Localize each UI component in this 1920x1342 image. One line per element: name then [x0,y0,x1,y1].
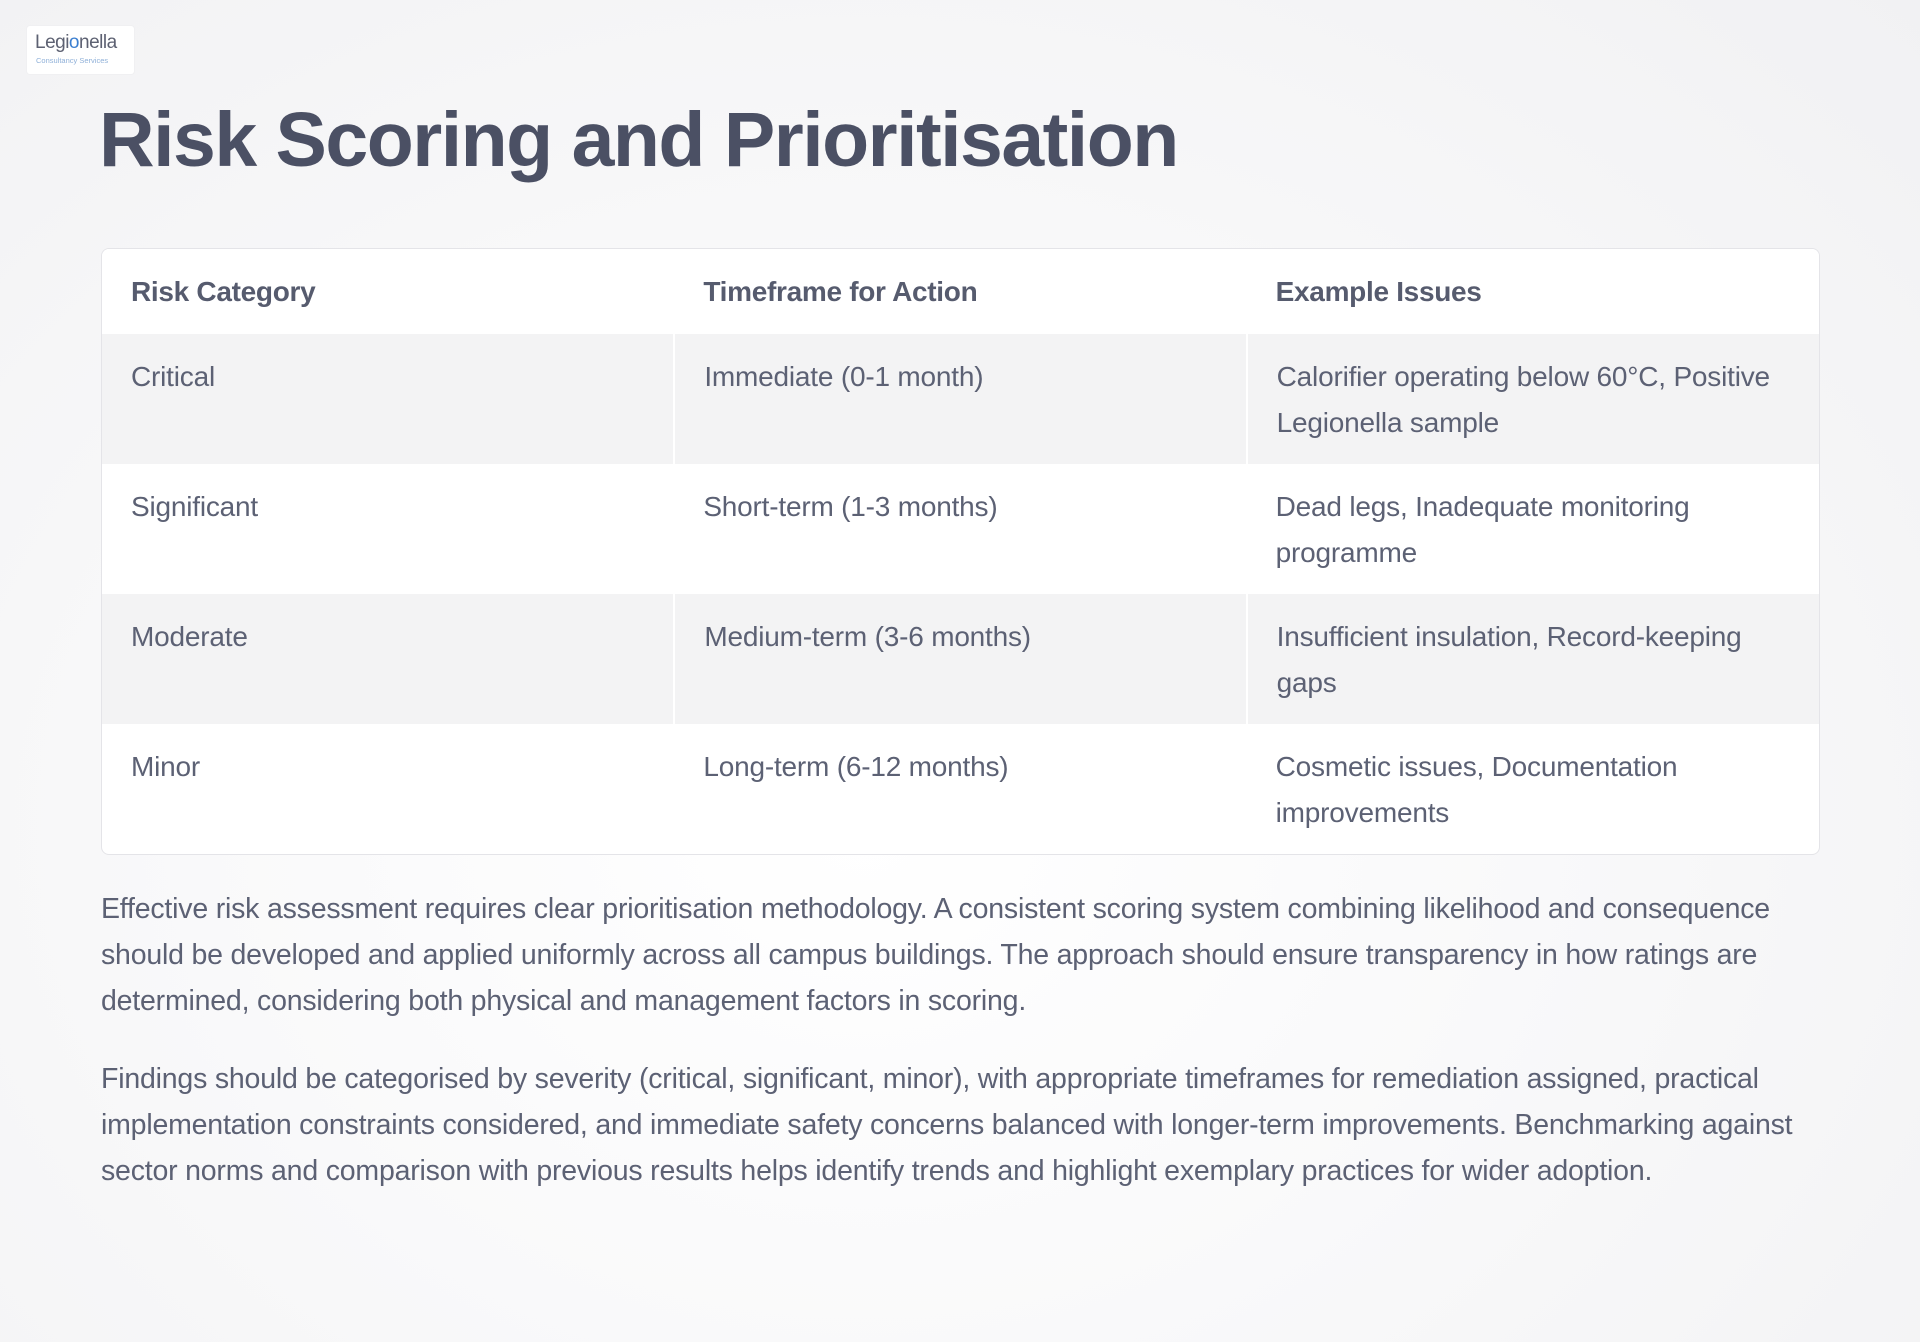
header-timeframe: Timeframe for Action [674,249,1246,334]
cell-timeframe: Short-term (1-3 months) [703,491,998,522]
risk-table [102,249,1819,853]
logo-word-dot: o [68,32,79,53]
page-title: Risk Scoring and Prioritisation [99,97,1178,183]
cell-timeframe: Immediate (0-1 month) [674,334,1246,464]
table-row [102,594,1819,724]
cell-timeframe: Long-term (6-12 months) [703,751,1009,782]
logo-word-end: nella [79,32,117,53]
cell-example-issues: Cosmetic issues, Documentation improvements [1275,751,1678,828]
logo-word-start: Legi [35,32,69,53]
risk-table-card [101,248,1820,855]
cell-risk-category: Critical [102,334,674,464]
cell-risk-category: Moderate [102,594,674,724]
company-logo [27,26,134,74]
cell-example-issues: Dead legs, Inadequate monitoring programme [1275,491,1690,568]
body-paragraph-findings: Findings should be categorised by severity (critical, significant, minor), with appropriate timeframes for remediation assigned, practical implementation constraints considered, and immediate safety concerns balanced with longer-term improvements. Benchmarking against sector norms and comparison with previous results helps identify trends and highlight exemplary practices for wider adoption. [101,1063,1793,1187]
cell-timeframe: Medium-term (3-6 months) [674,594,1246,724]
logo-subtitle: Consultancy Services [36,56,109,65]
table-header-row [102,249,1819,334]
table-row [102,334,1819,464]
cell-risk-category: Minor [131,751,201,782]
body-paragraph-methodology: Effective risk assessment requires clear prioritisation methodology. A consistent scoring system combining likelihood and consequence should be developed and applied uniformly across all campus buildings. The approach should ensure transparency in how ratings are determined, considering both physical and management factors in scoring. [101,893,1770,1017]
cell-risk-category: Significant [131,491,258,522]
table-row [102,464,1819,594]
cell-example-issues: Calorifier operating below 60°C, Positive Legionella sample [1247,334,1819,464]
header-example-issues: Example Issues [1247,249,1819,334]
cell-example-issues: Insufficient insulation, Record-keeping gaps [1247,594,1819,724]
header-risk-category: Risk Category [102,249,674,334]
logo-wordmark [35,32,117,54]
table-row [102,724,1819,853]
